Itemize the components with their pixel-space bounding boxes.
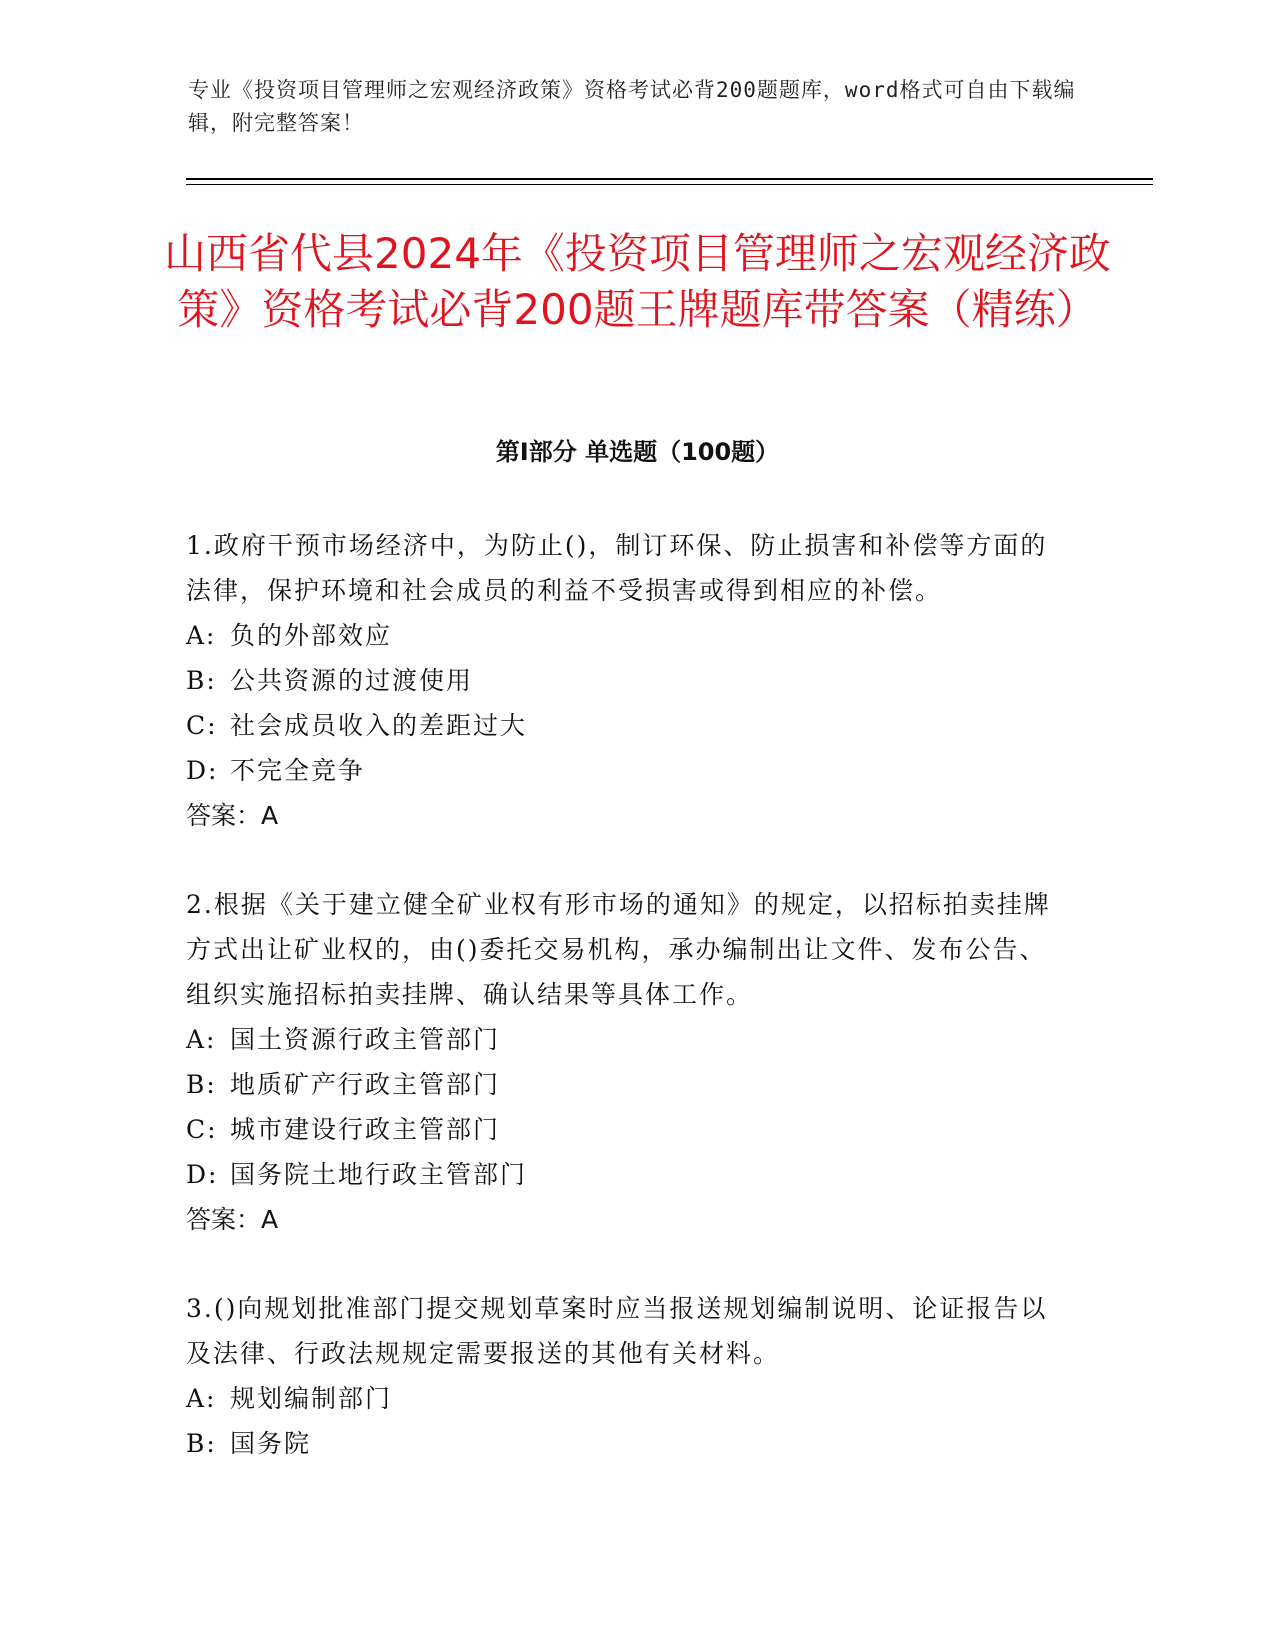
- option-b: [186, 1062, 1066, 1107]
- option-text: 社会成员收入的差距过大: [230, 711, 528, 740]
- option-letter: D:: [186, 1160, 219, 1189]
- question-stem: 1.政府干预市场经济中，为防止()，制订环保、防止损害和补偿等方面的法律，保护环境和社会成员的利益不受损害或得到相应的补偿。: [186, 531, 1048, 605]
- option-text: 规划编制部门: [230, 1384, 393, 1413]
- header-divider-thick: [186, 178, 1153, 180]
- option-text: 公共资源的过渡使用: [230, 666, 474, 695]
- option-letter: B:: [186, 1070, 217, 1099]
- option-b: [186, 658, 1066, 703]
- option-text: 负的外部效应: [230, 621, 393, 650]
- question-stem: 3.()向规划批准部门提交规划草案时应当报送规划编制说明、论证报告以及法律、行政法规规定需要报送的其他有关材料。: [186, 1294, 1048, 1368]
- answer-line: 答案：A: [186, 801, 279, 830]
- answer-line: 答案：A: [186, 1205, 279, 1234]
- option-letter: A:: [186, 621, 217, 650]
- option-d: [186, 1152, 1066, 1197]
- option-letter: B:: [186, 1429, 217, 1458]
- option-d: [186, 748, 1066, 793]
- option-letter: A:: [186, 1384, 217, 1413]
- option-c: [186, 703, 1066, 748]
- option-c: [186, 1107, 1066, 1152]
- option-text: 国务院土地行政主管部门: [230, 1160, 528, 1189]
- option-letter: C:: [186, 1115, 218, 1144]
- option-letter: B:: [186, 666, 217, 695]
- header-note: 专业《投资项目管理师之宏观经济政策》资格考试必背200题题库，word格式可自由下载编辑，附完整答案！: [188, 78, 1076, 135]
- header-divider-thin: [186, 184, 1153, 185]
- question-3: [186, 1286, 1066, 1466]
- option-text: 城市建设行政主管部门: [230, 1115, 501, 1144]
- option-text: 国务院: [230, 1429, 312, 1458]
- option-letter: A:: [186, 1025, 217, 1054]
- option-text: 不完全竞争: [230, 756, 366, 785]
- option-a: [186, 1017, 1066, 1062]
- option-text: 地质矿产行政主管部门: [230, 1070, 501, 1099]
- option-letter: C:: [186, 711, 218, 740]
- section-heading: 第I部分 单选题（100题）: [495, 438, 780, 466]
- question-1: [186, 523, 1066, 838]
- question-2: [186, 882, 1066, 1242]
- option-letter: D:: [186, 756, 219, 785]
- question-stem: 2.根据《关于建立健全矿业权有形市场的通知》的规定，以招标拍卖挂牌方式出让矿业权的，由()委托交易机构，承办编制出让文件、发布公告、组织实施招标拍卖挂牌、确认结果等具体工作。: [186, 890, 1051, 1009]
- option-a: [186, 613, 1066, 658]
- option-b: [186, 1421, 1066, 1466]
- question-list: [186, 523, 1066, 1510]
- option-text: 国土资源行政主管部门: [230, 1025, 501, 1054]
- document-title: 山西省代县2024年《投资项目管理师之宏观经济政策》资格考试必背200题王牌题库带答案（精练）: [164, 229, 1111, 334]
- option-a: [186, 1376, 1066, 1421]
